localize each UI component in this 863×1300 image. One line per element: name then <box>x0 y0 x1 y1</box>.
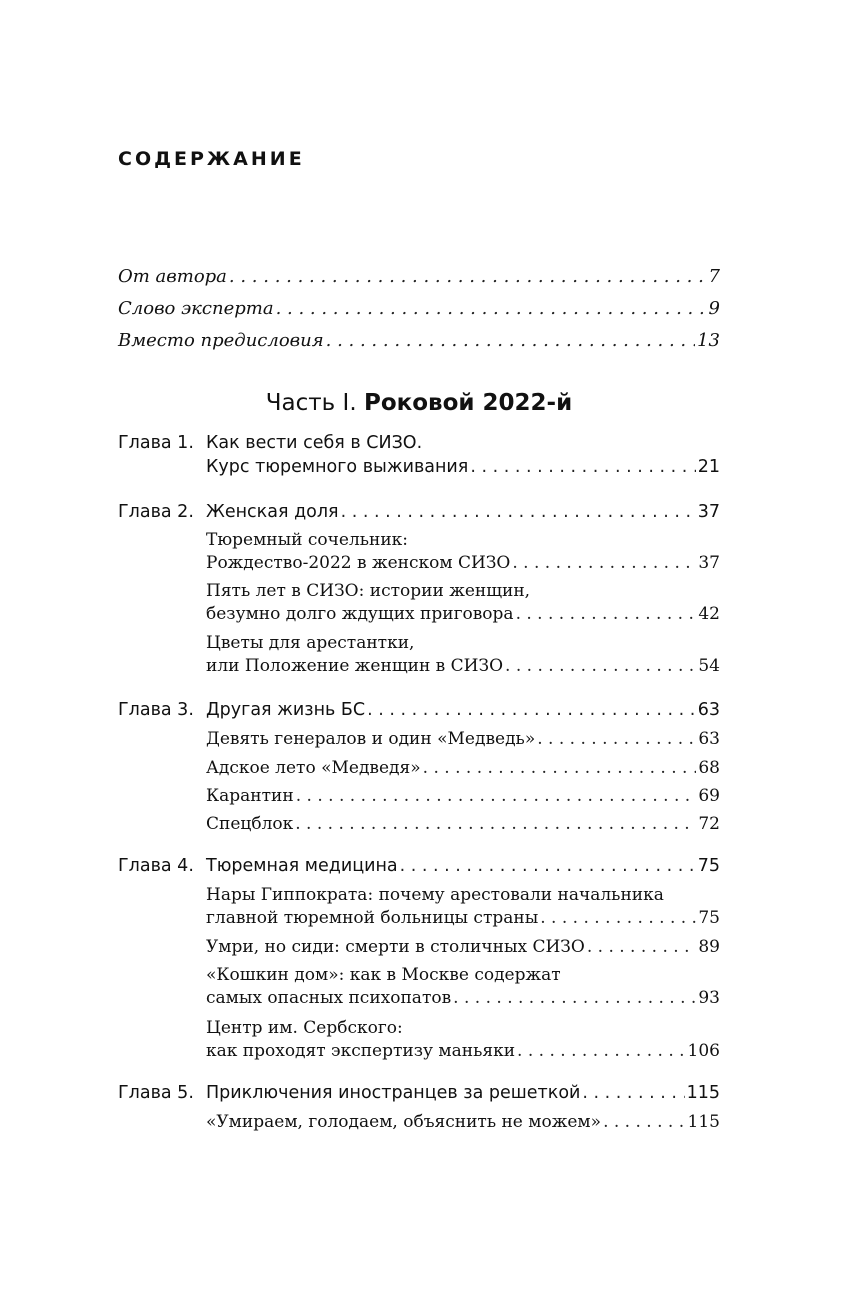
chapter-label: Глава 1. <box>118 433 194 453</box>
toc-entry[interactable] <box>206 988 720 1018</box>
chapter-label: Глава 5. <box>118 1083 194 1103</box>
toc-entry[interactable] <box>206 604 720 634</box>
toc-entry-page: 68 <box>698 758 720 778</box>
section-title: Умри, но сиди: смерти в столичных СИЗО <box>206 937 585 957</box>
dot-leader <box>517 1041 686 1061</box>
dot-leader <box>582 1083 684 1103</box>
part-label: Часть I. <box>265 390 357 416</box>
section-title: Карантин <box>206 786 294 806</box>
toc-entry-page: 37 <box>697 502 720 522</box>
toc-entry-page: 106 <box>687 1041 720 1061</box>
toc-entry[interactable] <box>118 298 720 328</box>
chapter-title: Женская доля <box>206 502 339 522</box>
section-title: как проходят экспертизу маньяки <box>206 1041 516 1061</box>
chapter-title[interactable]: Как вести себя в СИЗО. <box>206 433 423 453</box>
section-title[interactable]: «Кошкин дом»: как в Москве содержат <box>206 965 561 985</box>
section-title: самых опасных психопатов <box>206 988 452 1008</box>
dot-leader <box>326 330 695 351</box>
dot-leader <box>540 908 696 928</box>
section-title: главной тюремной больницы страны <box>206 908 539 928</box>
toc-entry-page: 89 <box>698 937 720 957</box>
toc-entry-page: 42 <box>698 604 720 624</box>
section-title: безумно долго ждущих приговора <box>206 604 514 624</box>
dot-leader <box>537 729 696 749</box>
dot-leader <box>367 700 696 720</box>
section-title[interactable]: Пять лет в СИЗО: истории женщин, <box>206 581 531 601</box>
toc-entry-page: 75 <box>697 856 720 876</box>
toc-entry-page: 9 <box>708 298 720 319</box>
chapter-title: Курс тюремного выживания <box>206 457 469 477</box>
chapter-label: Глава 3. <box>118 700 194 720</box>
section-title: Адское лето «Медведя» <box>206 758 421 778</box>
section-title[interactable]: Тюремный сочельник: <box>206 530 409 550</box>
toc-entry-page: 37 <box>698 553 720 573</box>
toc-entry[interactable] <box>206 814 720 844</box>
dot-leader <box>276 298 707 319</box>
dot-leader <box>587 937 697 957</box>
toc-entry-page: 69 <box>698 786 720 806</box>
toc-entry[interactable] <box>206 908 720 938</box>
toc-entry-page: 72 <box>698 814 720 834</box>
chapter-title: Приключения иностранцев за решеткой <box>206 1083 581 1103</box>
section-title[interactable]: Центр им. Сербского: <box>206 1018 403 1038</box>
section-title[interactable]: Цветы для арестантки, <box>206 633 415 653</box>
toc-entry-page: 21 <box>697 457 720 477</box>
dot-leader <box>295 814 696 834</box>
section-title[interactable]: Нары Гиппократа: почему арестовали начальника <box>206 885 664 905</box>
chapter-label: Глава 4. <box>118 856 194 876</box>
toc-entry[interactable] <box>206 856 720 886</box>
chapter-title: Другая жизнь БС <box>206 700 366 720</box>
toc-entry-page: 13 <box>697 330 720 351</box>
section-title: или Положение женщин в СИЗО <box>206 656 504 676</box>
toc-entry[interactable] <box>206 656 720 686</box>
dot-leader <box>516 604 697 624</box>
toc-entry[interactable] <box>206 457 720 487</box>
section-title: Рождество-2022 в женском СИЗО <box>206 553 511 573</box>
dot-leader <box>453 988 696 1008</box>
chapter-title: Тюремная медицина <box>206 856 398 876</box>
toc-entry-title: От автора <box>118 266 227 287</box>
dot-leader <box>603 1112 685 1132</box>
section-title: Девять генералов и один «Медведь» <box>206 729 536 749</box>
toc-entry[interactable] <box>206 1112 720 1142</box>
section-title: Спецблок <box>206 814 294 834</box>
dot-leader <box>423 758 697 778</box>
toc-entry[interactable] <box>206 700 720 730</box>
toc-entry-title: Вместо предисловия <box>118 330 324 351</box>
chapter-label: Глава 2. <box>118 502 194 522</box>
toc-entry[interactable] <box>206 502 720 532</box>
toc-entry-page: 54 <box>698 656 720 676</box>
toc-entry-page: 93 <box>698 988 720 1008</box>
page-title: СОДЕРЖАНИЕ <box>118 148 305 170</box>
toc-entry[interactable] <box>206 1041 720 1071</box>
toc-entry-page: 7 <box>708 266 720 287</box>
dot-leader <box>229 266 707 287</box>
toc-entry[interactable] <box>206 786 720 816</box>
toc-entry-page: 115 <box>686 1083 720 1103</box>
section-title: «Умираем, голодаем, объяснить не можем» <box>206 1112 602 1132</box>
toc-entry-page: 115 <box>687 1112 720 1132</box>
part-title: Роковой 2022-й <box>363 390 573 416</box>
dot-leader <box>341 502 696 522</box>
dot-leader <box>512 553 696 573</box>
dot-leader <box>470 457 695 477</box>
toc-entry-page: 75 <box>698 908 720 928</box>
toc-entry[interactable] <box>118 266 720 296</box>
toc-entry-title: Слово эксперта <box>118 298 274 319</box>
dot-leader <box>505 656 696 676</box>
dot-leader <box>400 856 696 876</box>
toc-entry[interactable] <box>206 758 720 788</box>
toc-entry[interactable] <box>206 1083 720 1113</box>
toc-entry[interactable] <box>206 553 720 583</box>
toc-entry[interactable] <box>206 937 720 967</box>
toc-entry[interactable] <box>118 330 720 360</box>
toc-entry-page: 63 <box>698 729 720 749</box>
toc-entry-page: 63 <box>697 700 720 720</box>
dot-leader <box>296 786 697 806</box>
toc-entry[interactable] <box>206 729 720 759</box>
part-heading <box>0 390 838 416</box>
